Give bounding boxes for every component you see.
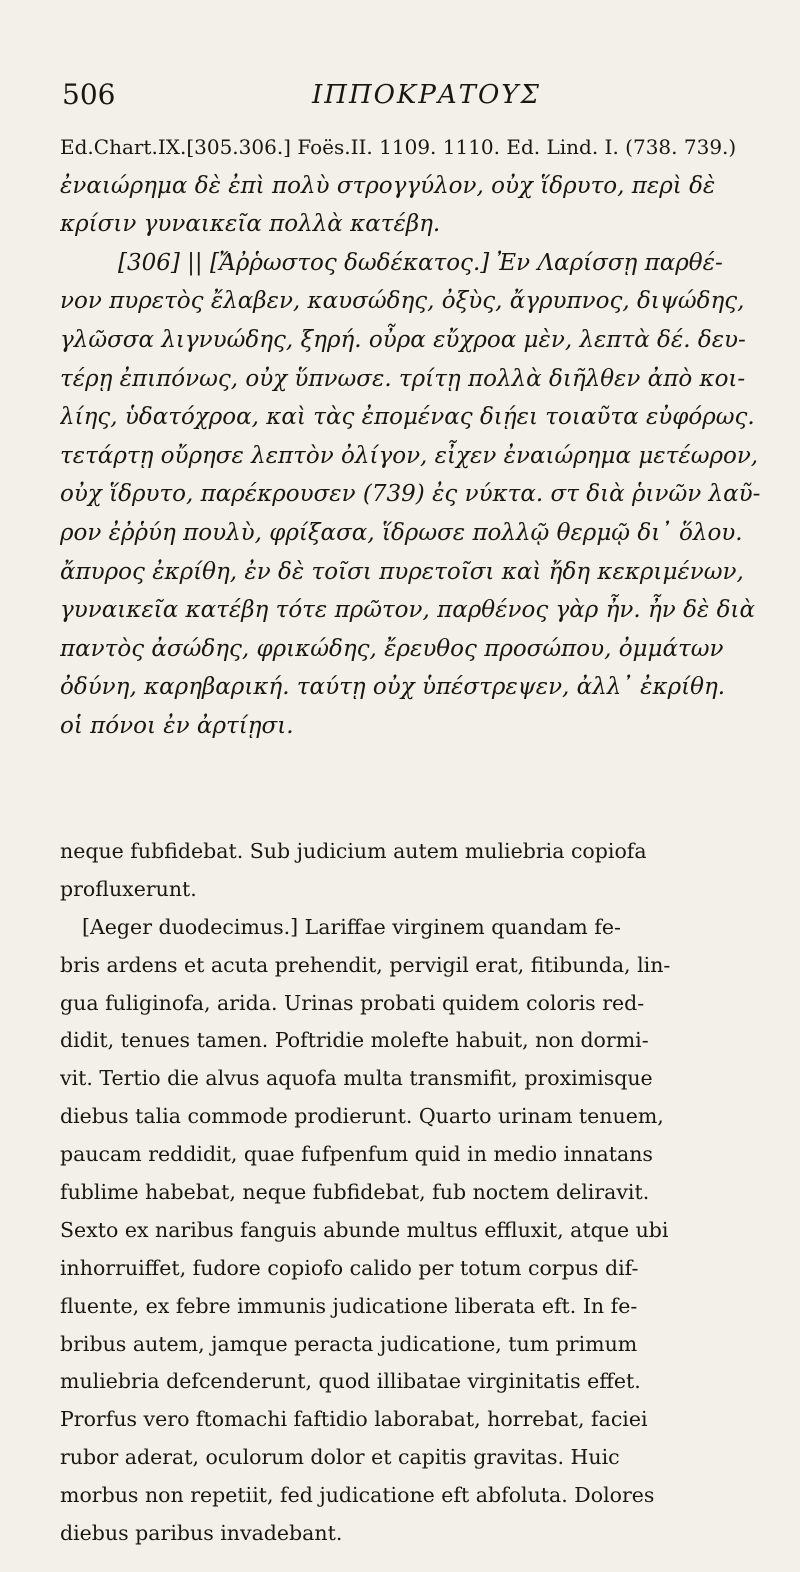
latin-line: fublime habebat, neque fubfidebat, fub noctem deliravit.: [60, 1180, 650, 1205]
greek-line: γυναικεῖα κατέβη τότε πρῶτον, παρθένος γὰρ ἦν. ἦν δὲ διὰ: [60, 597, 755, 624]
greek-line: οὐχ ἵδρυτο, παρέκρουσεν (739) ἐς νύκτα. στ διὰ ῥινῶν λαῦ-: [60, 481, 761, 508]
latin-line: rubor aderat, oculorum dolor et capitis gravitas. Huic: [60, 1445, 620, 1470]
greek-line: τετάρτῃ οὔρησε λεπτὸν ὀλίγον, εἶχεν ἐναιώρημα μετέωρον,: [60, 442, 759, 469]
latin-line: inhorruiffet, fudore copiofo calido per totum corpus dif-: [60, 1255, 639, 1280]
greek-line: τέρῃ ἐπιπόνως, οὐχ ὕπνωσε. τρίτῃ πολλὰ διῆλθεν ἀπὸ κοι-: [60, 365, 746, 392]
latin-line: neque fubfidebat. Sub judicium autem muliebria copiofa: [60, 839, 647, 863]
latin-line: muliebria defcenderunt, quod illibatae virginitatis effet.: [60, 1369, 641, 1394]
greek-line: νον πυρετὸς ἔλαβεν, καυσώδης, ὀξὺς, ἄγρυπνος, διψώδης,: [60, 288, 745, 315]
latin-line: morbus non repetiit, fed judicatione eft abfoluta. Dolores: [60, 1483, 655, 1508]
greek-line: [306] || [Ἄῤῥωστος δωδέκατος.] Ἐν Λαρίσσῃ παρθέ-: [118, 249, 723, 276]
latin-line: Prorfus vero ftomachi faftidio laborabat, horrebat, faciei: [60, 1407, 648, 1432]
greek-line: ὀδύνη, καρηβαρική. ταύτῃ οὐχ ὑπέστρεψεν, ἀλλ᾽ ἐκρίθη.: [60, 674, 726, 701]
running-title: ΙΠΠΟΚΡΑΤΟΥΣ: [312, 80, 541, 110]
page-header: [62, 78, 730, 118]
latin-line: Sexto ex naribus fanguis abunde multus effluxit, atque ubi: [60, 1217, 669, 1242]
latin-line: fluente, ex febre immunis judicatione liberata eft. In fe-: [60, 1293, 638, 1318]
greek-line: ἄπυρος ἐκρίθη, ἐν δὲ τοῖσι πυρετοῖσι καὶ ἤδη κεκριμένων,: [60, 558, 744, 585]
greek-line: ἐναιώρημα δὲ ἐπὶ πολὺ στρογγύλον, οὐχ ἵδρυτο, περὶ δὲ: [60, 172, 716, 199]
latin-line: diebus paribus invadebant.: [60, 1521, 343, 1546]
greek-line: λίης, ὑδατόχροα, καὶ τὰς ἐπομένας διῄει τοιαῦτα εὐφόρως.: [60, 404, 755, 431]
latin-text-block: [60, 833, 770, 1553]
greek-line: κρίσιν γυναικεῖα πολλὰ κατέβη.: [60, 211, 441, 238]
greek-line: οἱ πόνοι ἐν ἀρτίῃσι.: [60, 712, 294, 739]
greek-text-block: [60, 128, 766, 746]
latin-line: diebus talia commode prodierunt. Quarto urinam tenuem,: [60, 1104, 664, 1129]
greek-line: γλῶσσα λιγνυώδης, ξηρή. οὖρα εὔχροα μὲν, λεπτὰ δέ. δευ-: [60, 326, 746, 353]
latin-line: didit, tenues tamen. Poftridie molefte habuit, non dormi-: [60, 1028, 649, 1053]
latin-line: bribus autem, jamque peracta judicatione, tum primum: [60, 1331, 638, 1356]
latin-line: paucam reddidit, quae fufpenfum quid in medio innatans: [60, 1142, 653, 1167]
latin-line: profluxerunt.: [60, 876, 197, 901]
greek-line: παντὸς ἀσώδης, φρικώδης, ἔρευθος προσώπου, ὀμμάτων: [60, 635, 724, 662]
latin-line: bris ardens et acuta prehendit, pervigil erat, fitibunda, lin-: [60, 952, 671, 977]
latin-line: [Aeger duodecimus.] Lariffae virginem quandam fe-: [82, 914, 621, 939]
edition-reference-line: Ed.Chart.IX.[305.306.] Foës.II. 1109. 1110. Ed. Lind. I. (738. 739.): [60, 135, 737, 159]
latin-line: gua fuliginofa, arida. Urinas probati quidem coloris red-: [60, 990, 645, 1015]
greek-line: ρον ἐῤῥύη πουλὺ, φρίξασα, ἵδρωσε πολλῷ θερμῷ δι᾽ ὅλου.: [60, 519, 743, 546]
latin-line: vit. Tertio die alvus aquofa multa transmifit, proximisque: [60, 1066, 653, 1091]
page-number: 506: [62, 78, 116, 111]
